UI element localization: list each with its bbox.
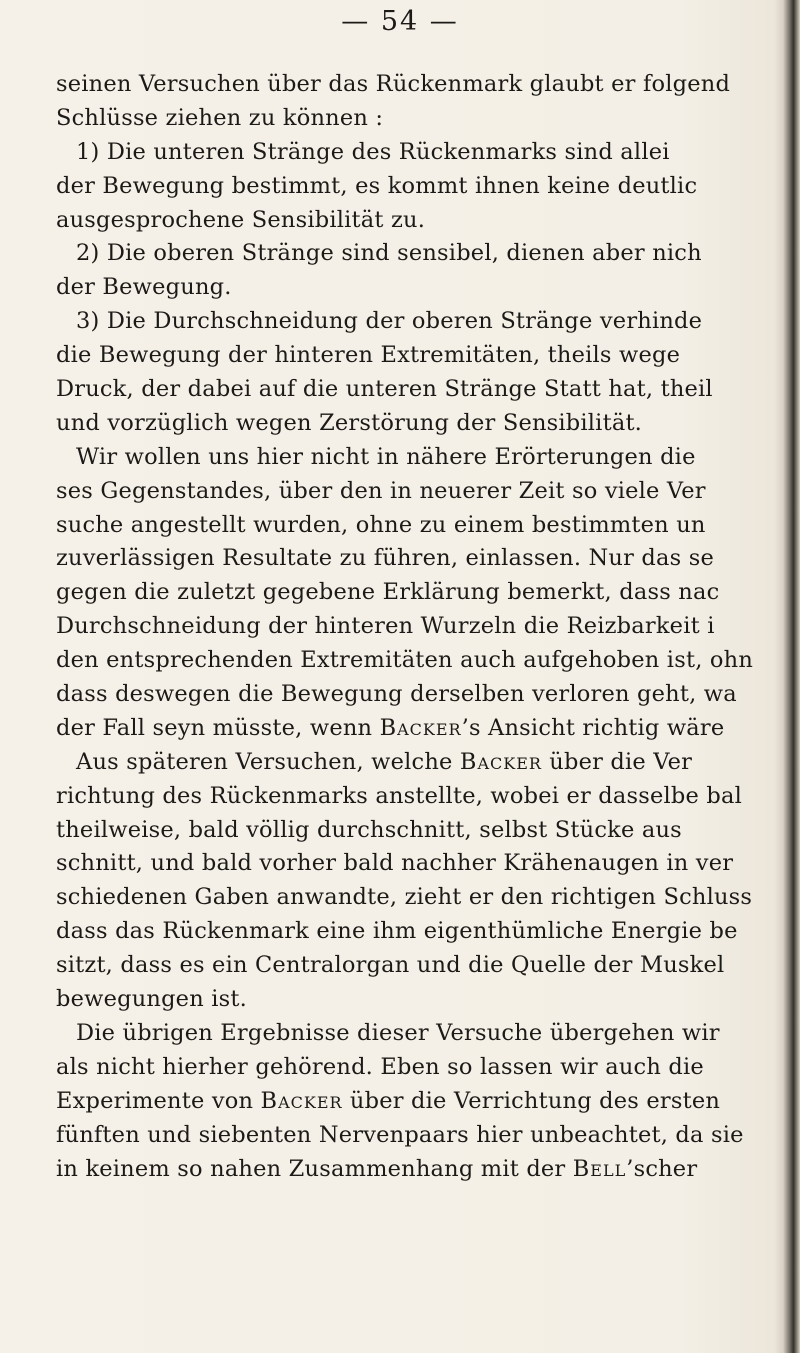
text-run: der Bewegung bestimmt, es kommt ihnen keine deutlic xyxy=(56,172,698,199)
text-run: dass deswegen die Bewegung derselben verloren geht, wa xyxy=(56,681,737,708)
text-run: bewegungen ist. xyxy=(56,986,247,1013)
text-line xyxy=(56,441,778,475)
text-run: suche angestellt wurden, ohne zu einem bestimmten un xyxy=(56,511,706,538)
text-run: zuverlässigen Resultate zu führen, einlassen. Nur das se xyxy=(56,545,714,572)
text-run: schnitt, und bald vorher bald nachher Krähenaugen in ver xyxy=(56,850,734,877)
text-run: über die Verrichtung des ersten xyxy=(342,1087,721,1114)
text-line xyxy=(56,271,778,305)
page-number: — 54 — xyxy=(341,6,459,37)
text-line xyxy=(56,949,778,983)
author-name: Backer xyxy=(260,1087,343,1114)
text-run: als nicht hierher gehörend. Eben so lassen wir auch die xyxy=(56,1053,704,1080)
text-run: Die übrigen Ergebnisse dieser Versuche übergehen wir xyxy=(76,1019,720,1046)
text-line xyxy=(56,983,778,1017)
body-text xyxy=(56,68,778,1186)
text-line xyxy=(56,237,778,271)
text-run: 1) Die unteren Stränge des Rückenmarks sind allei xyxy=(76,138,670,165)
text-run: Wir wollen uns hier nicht in nähere Erörterungen die xyxy=(76,443,696,470)
text-line xyxy=(56,915,778,949)
text-run: schiedenen Gaben anwandte, zieht er den richtigen Schluss xyxy=(56,884,753,911)
text-run: Durchschneidung der hinteren Wurzeln die Reizbarkeit i xyxy=(56,613,715,640)
text-run: ses Gegenstandes, über den in neuerer Zeit so viele Ver xyxy=(56,477,706,504)
text-line xyxy=(56,1153,778,1187)
text-run: 2) Die oberen Stränge sind sensibel, dienen aber nich xyxy=(76,240,702,267)
text-line xyxy=(56,305,778,339)
text-line xyxy=(56,68,778,102)
text-line xyxy=(56,644,778,678)
text-run: Aus späteren Versuchen, welche xyxy=(76,748,460,775)
text-run: der Fall seyn müsste, wenn xyxy=(56,714,380,741)
text-run: gegen die zuletzt gegebene Erklärung bemerkt, dass nac xyxy=(56,579,720,606)
text-run: Experimente von xyxy=(56,1087,261,1114)
text-line xyxy=(56,407,778,441)
text-line xyxy=(56,881,778,915)
text-run: seinen Versuchen über das Rückenmark glaubt er folgend xyxy=(56,71,731,97)
text-line xyxy=(56,542,778,576)
text-run: Druck, der dabei auf die unteren Stränge Statt hat, theil xyxy=(56,376,713,403)
text-line xyxy=(56,780,778,814)
text-line xyxy=(56,814,778,848)
text-run: den entsprechenden Extremitäten auch aufgehoben ist, ohn xyxy=(56,647,754,674)
text-run: die Bewegung der hinteren Extremitäten, theils wege xyxy=(56,342,681,369)
text-line xyxy=(56,746,778,780)
text-run: ’s Ansicht richtig wäre xyxy=(461,714,725,741)
text-line xyxy=(56,136,778,170)
text-run: und vorzüglich wegen Zerstörung der Sensibilität. xyxy=(56,409,643,436)
text-line xyxy=(56,373,778,407)
text-run: theilweise, bald völlig durchschnitt, selbst Stücke aus xyxy=(56,816,682,843)
text-line xyxy=(56,678,778,712)
author-name: Backer xyxy=(379,714,462,741)
text-line xyxy=(56,610,778,644)
text-line xyxy=(56,576,778,610)
text-line xyxy=(56,509,778,543)
text-run: 3) Die Durchschneidung der oberen Stränge verhinde xyxy=(76,308,703,335)
text-line xyxy=(56,102,778,136)
text-line xyxy=(56,1085,778,1119)
text-run: sitzt, dass es ein Centralorgan und die Quelle der Muskel xyxy=(56,952,725,979)
text-line xyxy=(56,712,778,746)
author-name: Backer xyxy=(459,748,542,775)
text-run: in keinem so nahen Zusammenhang mit der xyxy=(56,1155,573,1182)
text-run: richtung des Rückenmarks anstellte, wobei er dasselbe bal xyxy=(56,782,743,809)
text-run: Schlüsse ziehen zu können : xyxy=(56,104,384,131)
text-line xyxy=(56,1051,778,1085)
binding-edge xyxy=(774,0,800,1353)
text-run: dass das Rückenmark eine ihm eigenthümliche Energie be xyxy=(56,918,738,945)
text-line xyxy=(56,847,778,881)
text-line xyxy=(56,1119,778,1153)
text-line xyxy=(56,339,778,373)
text-line xyxy=(56,204,778,238)
text-line xyxy=(56,1017,778,1051)
text-line xyxy=(56,170,778,204)
text-run: über die Ver xyxy=(541,748,693,775)
text-line xyxy=(56,475,778,509)
text-run: der Bewegung. xyxy=(56,274,232,301)
text-run: ’scher xyxy=(626,1155,698,1182)
author-name: Bell xyxy=(572,1155,627,1182)
text-run: fünften und siebenten Nervenpaars hier unbeachtet, da sie xyxy=(56,1121,744,1148)
text-run: ausgesprochene Sensibilität zu. xyxy=(56,206,426,233)
